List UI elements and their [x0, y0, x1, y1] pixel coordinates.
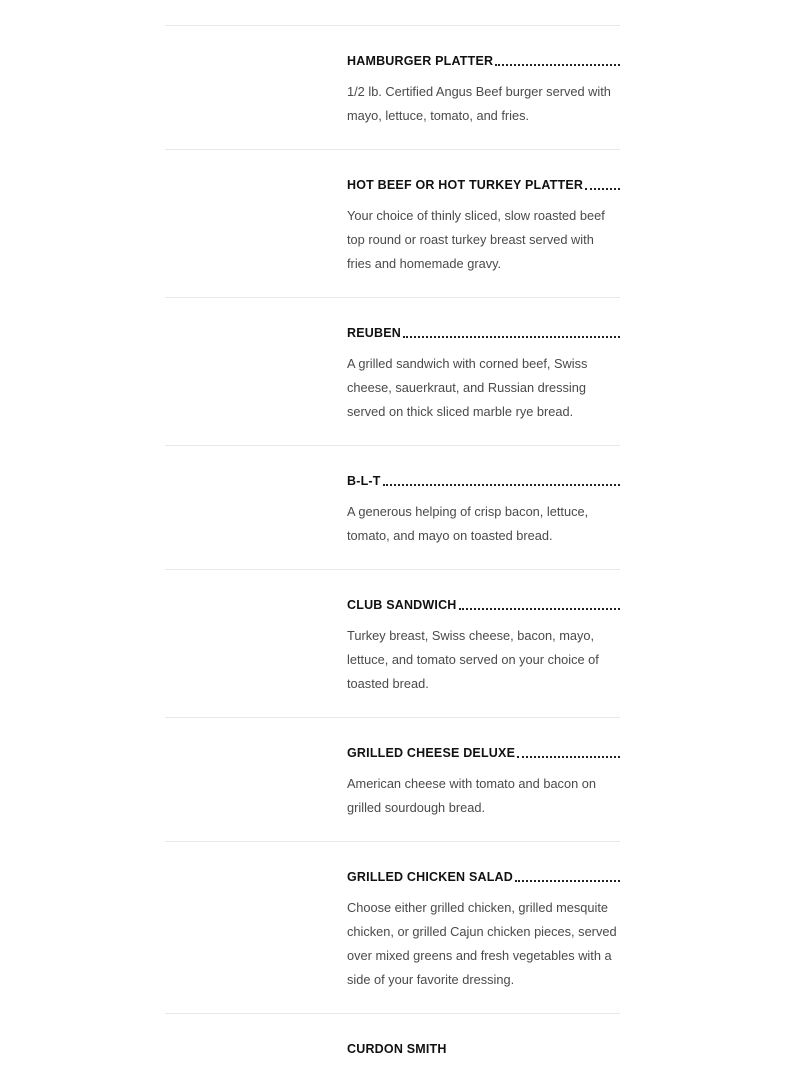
menu-item	[165, 26, 620, 150]
menu-item-header	[347, 1040, 620, 1058]
menu-item	[165, 150, 620, 298]
menu-item-header	[347, 52, 620, 70]
menu-item-description: Choose either grilled chicken, grilled mesquite chicken, or grilled Cajun chicken pieces, served over mixed greens and fresh vegetables with a side of your favorite dressing.	[347, 900, 617, 987]
menu-item	[165, 298, 620, 446]
menu-item-name: REUBEN	[347, 326, 401, 340]
menu-item-header	[347, 324, 620, 342]
dotted-leader	[585, 188, 620, 190]
menu-item-description: Turkey breast, Swiss cheese, bacon, mayo, lettuce, and tomato served on your choice of toasted bread.	[347, 628, 599, 691]
dotted-leader	[517, 756, 620, 758]
dotted-leader	[383, 484, 620, 486]
menu-item-name: HOT BEEF OR HOT TURKEY PLATTER	[347, 178, 584, 192]
menu-item-header	[347, 472, 620, 490]
dotted-leader	[459, 608, 620, 610]
menu-item-name: HAMBURGER PLATTER	[347, 54, 494, 68]
menu-item-description: American cheese with tomato and bacon on grilled sourdough bread.	[347, 776, 596, 815]
menu-list	[165, 0, 620, 1079]
menu-item	[165, 446, 620, 570]
menu-item	[165, 1014, 620, 1079]
dotted-leader	[403, 336, 620, 338]
menu-item	[165, 570, 620, 718]
menu-item-name: B-L-T	[347, 474, 381, 488]
dotted-leader	[515, 880, 620, 882]
menu-item-name: CLUB SANDWICH	[347, 598, 457, 612]
menu-item-header	[347, 744, 620, 762]
menu-item-name: CURDON SMITH	[347, 1042, 447, 1056]
menu-item-name: GRILLED CHEESE DELUXE	[347, 746, 516, 760]
menu-item-description: A generous helping of crisp bacon, lettuce, tomato, and mayo on toasted bread.	[347, 504, 589, 543]
divider	[165, 0, 620, 26]
menu-item-header	[347, 596, 620, 614]
dotted-leader	[495, 64, 620, 66]
menu-item	[165, 718, 620, 842]
menu-item-header	[347, 176, 620, 194]
menu-item-description: A grilled sandwich with corned beef, Swiss cheese, sauerkraut, and Russian dressing served on thick sliced marble rye bread.	[347, 356, 588, 419]
menu-item-description: Your choice of thinly sliced, slow roasted beef top round or roast turkey breast served with fries and homemade gravy.	[347, 208, 605, 271]
menu-item-description: 1/2 lb. Certified Angus Beef burger served with mayo, lettuce, tomato, and fries.	[347, 84, 611, 123]
menu-item-name: GRILLED CHICKEN SALAD	[347, 870, 514, 884]
menu-item	[165, 842, 620, 1014]
menu-item-header	[347, 868, 620, 886]
